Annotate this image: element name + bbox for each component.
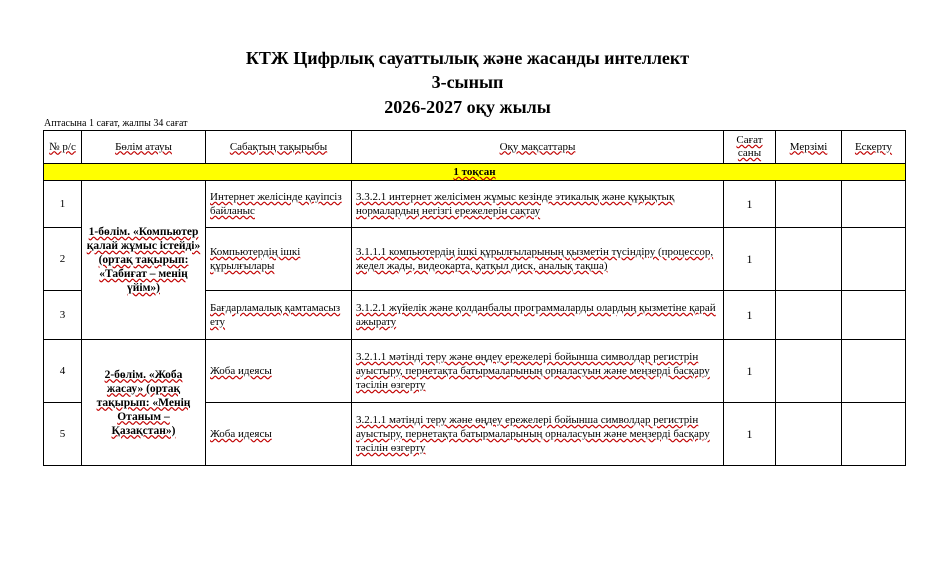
quarter-row xyxy=(44,164,906,181)
date-cell xyxy=(776,291,842,340)
note-cell xyxy=(842,228,906,291)
grade-title: 3-сынып xyxy=(431,72,504,92)
column-header-section: Бөлім атауы xyxy=(82,131,206,164)
lesson-topic: Интернет желісінде қауіпсіз байланыс xyxy=(206,181,352,228)
hours-count: 1 xyxy=(724,403,776,466)
row-number: 3 xyxy=(44,291,82,340)
learning-goal: 3.2.1.1 мәтінді теру және өңдеу ережелері бойынша символдар регистрін ауыстыру, пернетақта батырмаларының орналасуын және меңзерді басқару тәсілін өзгерту xyxy=(352,403,724,466)
document-title: КТЖ Цифрлық сауаттылық және жасанды интеллект xyxy=(245,48,690,68)
school-year-title: 2026-2027 оқу жылы xyxy=(384,97,551,117)
note-cell xyxy=(842,403,906,466)
date-cell xyxy=(776,228,842,291)
note-cell xyxy=(842,340,906,403)
row-number: 2 xyxy=(44,228,82,291)
learning-goal: 3.2.1.1 мәтінді теру және өңдеу ережелері бойынша символдар регистрін ауыстыру, пернетақта батырмаларының орналасуын және меңзерді басқару тәсілін өзгерту xyxy=(352,340,724,403)
date-cell xyxy=(776,181,842,228)
date-cell xyxy=(776,340,842,403)
curriculum-table xyxy=(43,130,906,466)
hours-count: 1 xyxy=(724,181,776,228)
row-number: 4 xyxy=(44,340,82,403)
note-cell xyxy=(842,291,906,340)
lesson-topic: Жоба идеясы xyxy=(206,340,352,403)
table-header-row xyxy=(44,131,906,164)
column-header-note: Ескерту xyxy=(842,131,906,164)
column-header-number: № р/с xyxy=(44,131,82,164)
hours-note: Аптасына 1 сағат, жалпы 34 сағат xyxy=(44,118,188,129)
lesson-topic: Жоба идеясы xyxy=(206,403,352,466)
learning-goal: 3.1.1.1 компьютердің ішкі құрылғыларының қызметін түсіндіру (процессор, жедел жады, видеокарта, қатқыл диск, аналық тақша) xyxy=(352,228,724,291)
quarter-label: 1 тоқсан xyxy=(44,164,906,181)
section-name: 2-бөлім. «Жоба жасау» (ортақ тақырып: «Менің Отаным – Қазақстан») xyxy=(82,340,206,466)
lesson-topic: Компьютердің ішкі құрылғылары xyxy=(206,228,352,291)
column-header-topic: Сабақтың тақырыбы xyxy=(206,131,352,164)
table-row xyxy=(44,181,906,228)
note-cell xyxy=(842,181,906,228)
hours-count: 1 xyxy=(724,291,776,340)
section-name: 1-бөлім. «Компьютер қалай жұмыс істейді» (ортақ тақырып: «Табиғат – менің үйім») xyxy=(82,181,206,340)
date-cell xyxy=(776,403,842,466)
hours-count: 1 xyxy=(724,340,776,403)
hours-count: 1 xyxy=(724,228,776,291)
column-header-goals: Оқу мақсаттары xyxy=(352,131,724,164)
column-header-hours: Сағат саны xyxy=(724,131,776,164)
row-number: 1 xyxy=(44,181,82,228)
lesson-topic: Бағдарламалық қамтамасыз ету xyxy=(206,291,352,340)
learning-goal: 3.1.2.1 жүйелік және қолданбалы программаларды олардың қызметіне қарай ажырату xyxy=(352,291,724,340)
learning-goal: 3.3.2.1 интернет желісімен жұмыс кезінде этикалық және құқықтық нормалардың негізгі ережелерін сақтау xyxy=(352,181,724,228)
table-row xyxy=(44,340,906,403)
row-number: 5 xyxy=(44,403,82,466)
column-header-date: Мерзімі xyxy=(776,131,842,164)
